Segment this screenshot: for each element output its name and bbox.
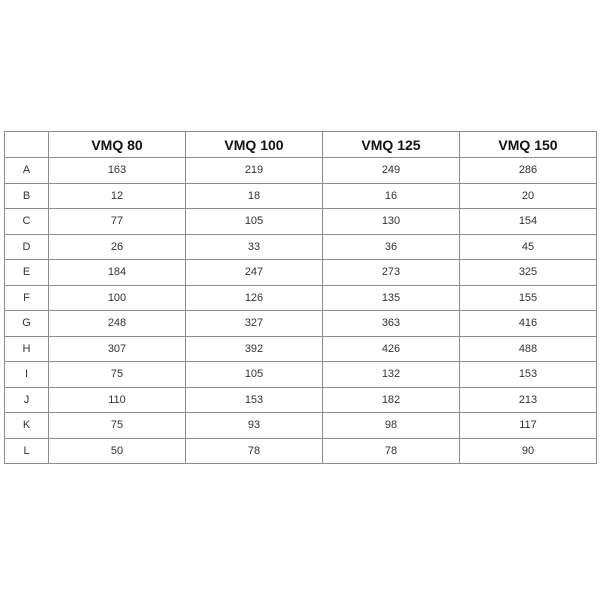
table-cell: 153 — [460, 362, 597, 388]
row-label-cell: L — [5, 438, 49, 464]
row-label-cell: H — [5, 336, 49, 362]
table-cell: 18 — [186, 183, 323, 209]
table-row — [5, 260, 597, 286]
table-cell: 153 — [186, 387, 323, 413]
table-cell: 248 — [49, 311, 186, 337]
table-cell: 93 — [186, 413, 323, 439]
table-cell: 325 — [460, 260, 597, 286]
table-row — [5, 209, 597, 235]
table-row — [5, 438, 597, 464]
dimensions-table — [4, 131, 597, 464]
table-cell: 426 — [323, 336, 460, 362]
table-cell: 155 — [460, 285, 597, 311]
table-row — [5, 413, 597, 439]
table-cell: 45 — [460, 234, 597, 260]
row-label-cell: A — [5, 158, 49, 184]
table-cell: 286 — [460, 158, 597, 184]
column-header-vmq-150: VMQ 150 — [460, 132, 597, 158]
table-cell: 26 — [49, 234, 186, 260]
table-row — [5, 234, 597, 260]
table-cell: 75 — [49, 413, 186, 439]
column-header-vmq-125: VMQ 125 — [323, 132, 460, 158]
table-cell: 363 — [323, 311, 460, 337]
table-cell: 33 — [186, 234, 323, 260]
table-cell: 117 — [460, 413, 597, 439]
table-row — [5, 336, 597, 362]
row-label-cell: B — [5, 183, 49, 209]
table-cell: 392 — [186, 336, 323, 362]
table-cell: 327 — [186, 311, 323, 337]
table-cell: 105 — [186, 209, 323, 235]
table-cell: 163 — [49, 158, 186, 184]
row-label-cell: F — [5, 285, 49, 311]
table-cell: 132 — [323, 362, 460, 388]
table-cell: 105 — [186, 362, 323, 388]
table-cell: 135 — [323, 285, 460, 311]
table-cell: 416 — [460, 311, 597, 337]
corner-header-cell — [5, 132, 49, 158]
table-cell: 213 — [460, 387, 597, 413]
row-label-cell: I — [5, 362, 49, 388]
row-label-cell: K — [5, 413, 49, 439]
table-cell: 78 — [323, 438, 460, 464]
table-cell: 90 — [460, 438, 597, 464]
row-label-cell: J — [5, 387, 49, 413]
row-label-cell: D — [5, 234, 49, 260]
table-cell: 110 — [49, 387, 186, 413]
table-cell: 98 — [323, 413, 460, 439]
table-row — [5, 158, 597, 184]
table-cell: 184 — [49, 260, 186, 286]
table-cell: 247 — [186, 260, 323, 286]
header-row — [5, 132, 597, 158]
table-cell: 36 — [323, 234, 460, 260]
table-cell: 75 — [49, 362, 186, 388]
row-label-cell: C — [5, 209, 49, 235]
table-cell: 16 — [323, 183, 460, 209]
table-cell: 219 — [186, 158, 323, 184]
table-cell: 154 — [460, 209, 597, 235]
column-header-vmq-80: VMQ 80 — [49, 132, 186, 158]
table-row — [5, 285, 597, 311]
table-cell: 12 — [49, 183, 186, 209]
table-cell: 488 — [460, 336, 597, 362]
table-cell: 77 — [49, 209, 186, 235]
table-cell: 307 — [49, 336, 186, 362]
table-row — [5, 362, 597, 388]
table-row — [5, 311, 597, 337]
column-header-vmq-100: VMQ 100 — [186, 132, 323, 158]
row-label-cell: E — [5, 260, 49, 286]
table-cell: 273 — [323, 260, 460, 286]
table-cell: 182 — [323, 387, 460, 413]
table-cell: 78 — [186, 438, 323, 464]
row-label-cell: G — [5, 311, 49, 337]
table-cell: 126 — [186, 285, 323, 311]
table-cell: 130 — [323, 209, 460, 235]
table-cell: 20 — [460, 183, 597, 209]
table-row — [5, 183, 597, 209]
table-cell: 100 — [49, 285, 186, 311]
table-row — [5, 387, 597, 413]
table-cell: 249 — [323, 158, 460, 184]
table-cell: 50 — [49, 438, 186, 464]
